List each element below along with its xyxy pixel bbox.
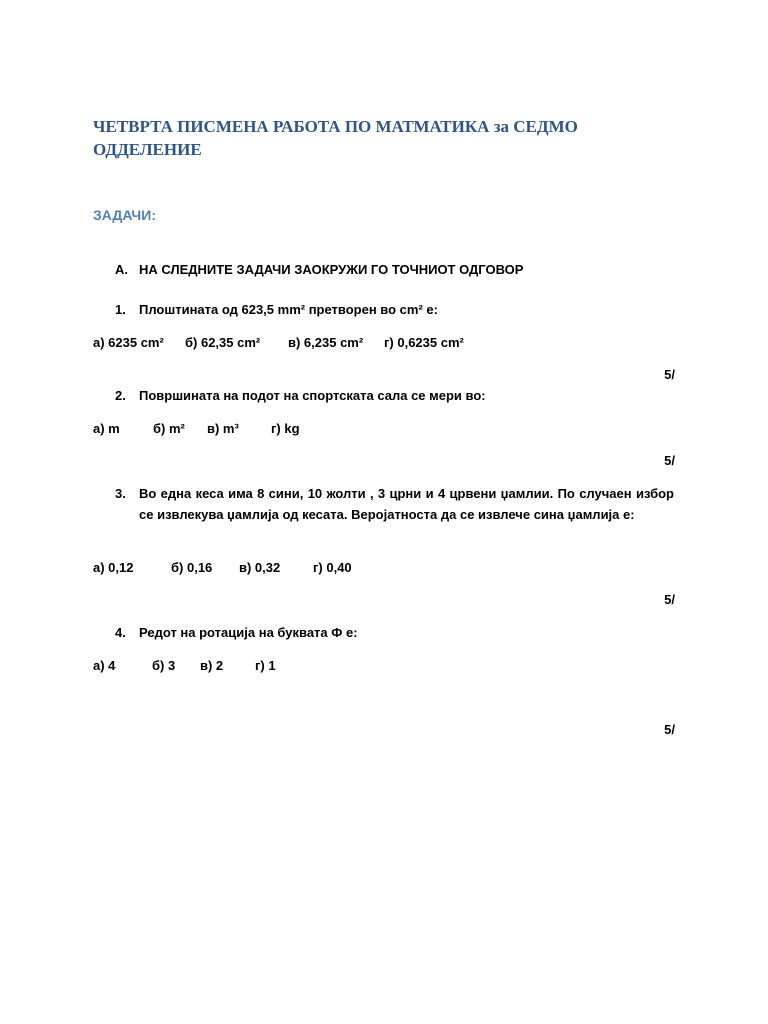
option-b: б) 3 xyxy=(152,658,176,673)
option-b: б) m² xyxy=(153,421,185,436)
option-c: в) 0,32 xyxy=(239,560,281,575)
question-number: 3. xyxy=(115,486,126,501)
question-3 xyxy=(115,484,674,525)
option-c: в) 6,235 cm² xyxy=(288,335,364,350)
section-instruction xyxy=(115,262,523,277)
question-1 xyxy=(115,302,438,317)
document-title xyxy=(93,115,613,161)
question-number: 4. xyxy=(115,625,126,640)
option-d: г) 0,6235 cm² xyxy=(384,335,464,350)
question-4 xyxy=(115,625,358,640)
section-text: НА СЛЕДНИТЕ ЗАДАЧИ ЗАОКРУЖИ ГО ТОЧНИОТ ОДГОВОР xyxy=(139,262,524,277)
question-1-options xyxy=(93,335,464,350)
section-marker: А. xyxy=(115,262,128,277)
question-number: 1. xyxy=(115,302,126,317)
tasks-heading: ЗАДАЧИ: xyxy=(93,207,156,223)
question-2-score: 5/ xyxy=(664,453,675,468)
question-4-options xyxy=(93,658,276,673)
option-c: в) m³ xyxy=(207,421,239,436)
question-1-score: 5/ xyxy=(664,367,675,382)
option-d: г) kg xyxy=(271,421,300,436)
question-3-options xyxy=(93,560,352,575)
question-text: Редот на ротација на буквата Ф е: xyxy=(139,625,358,640)
question-text: Во една кеса има 8 сини, 10 жолти , 3 црни и 4 црвени џамлии. По случаен избор се извлекува џамлија од кесата. Веројатноста да се извлече сина џамлија е: xyxy=(139,486,674,522)
question-2-options xyxy=(93,421,300,436)
option-b: б) 0,16 xyxy=(171,560,213,575)
option-c: в) 2 xyxy=(200,658,224,673)
option-b: б) 62,35 cm² xyxy=(185,335,261,350)
option-a: а) m xyxy=(93,421,120,436)
question-text: Плоштината од 623,5 mm² претворен во cm² е: xyxy=(139,302,438,317)
question-3-score: 5/ xyxy=(664,592,675,607)
option-a: а) 0,12 xyxy=(93,560,134,575)
title-line-1: ЧЕТВРТА ПИСМЕНА РАБОТА ПО МАТМАТИКА за СЕДМО xyxy=(93,117,578,136)
question-2 xyxy=(115,388,486,403)
question-number: 2. xyxy=(115,388,126,403)
option-d: г) 0,40 xyxy=(313,560,352,575)
title-line-2: ОДДЕЛЕНИЕ xyxy=(93,140,202,159)
option-d: г) 1 xyxy=(255,658,276,673)
option-a: а) 6235 cm² xyxy=(93,335,164,350)
question-4-score: 5/ xyxy=(664,722,675,737)
option-a: а) 4 xyxy=(93,658,116,673)
question-text: Површината на подот на спортската сала се мери во: xyxy=(139,388,486,403)
